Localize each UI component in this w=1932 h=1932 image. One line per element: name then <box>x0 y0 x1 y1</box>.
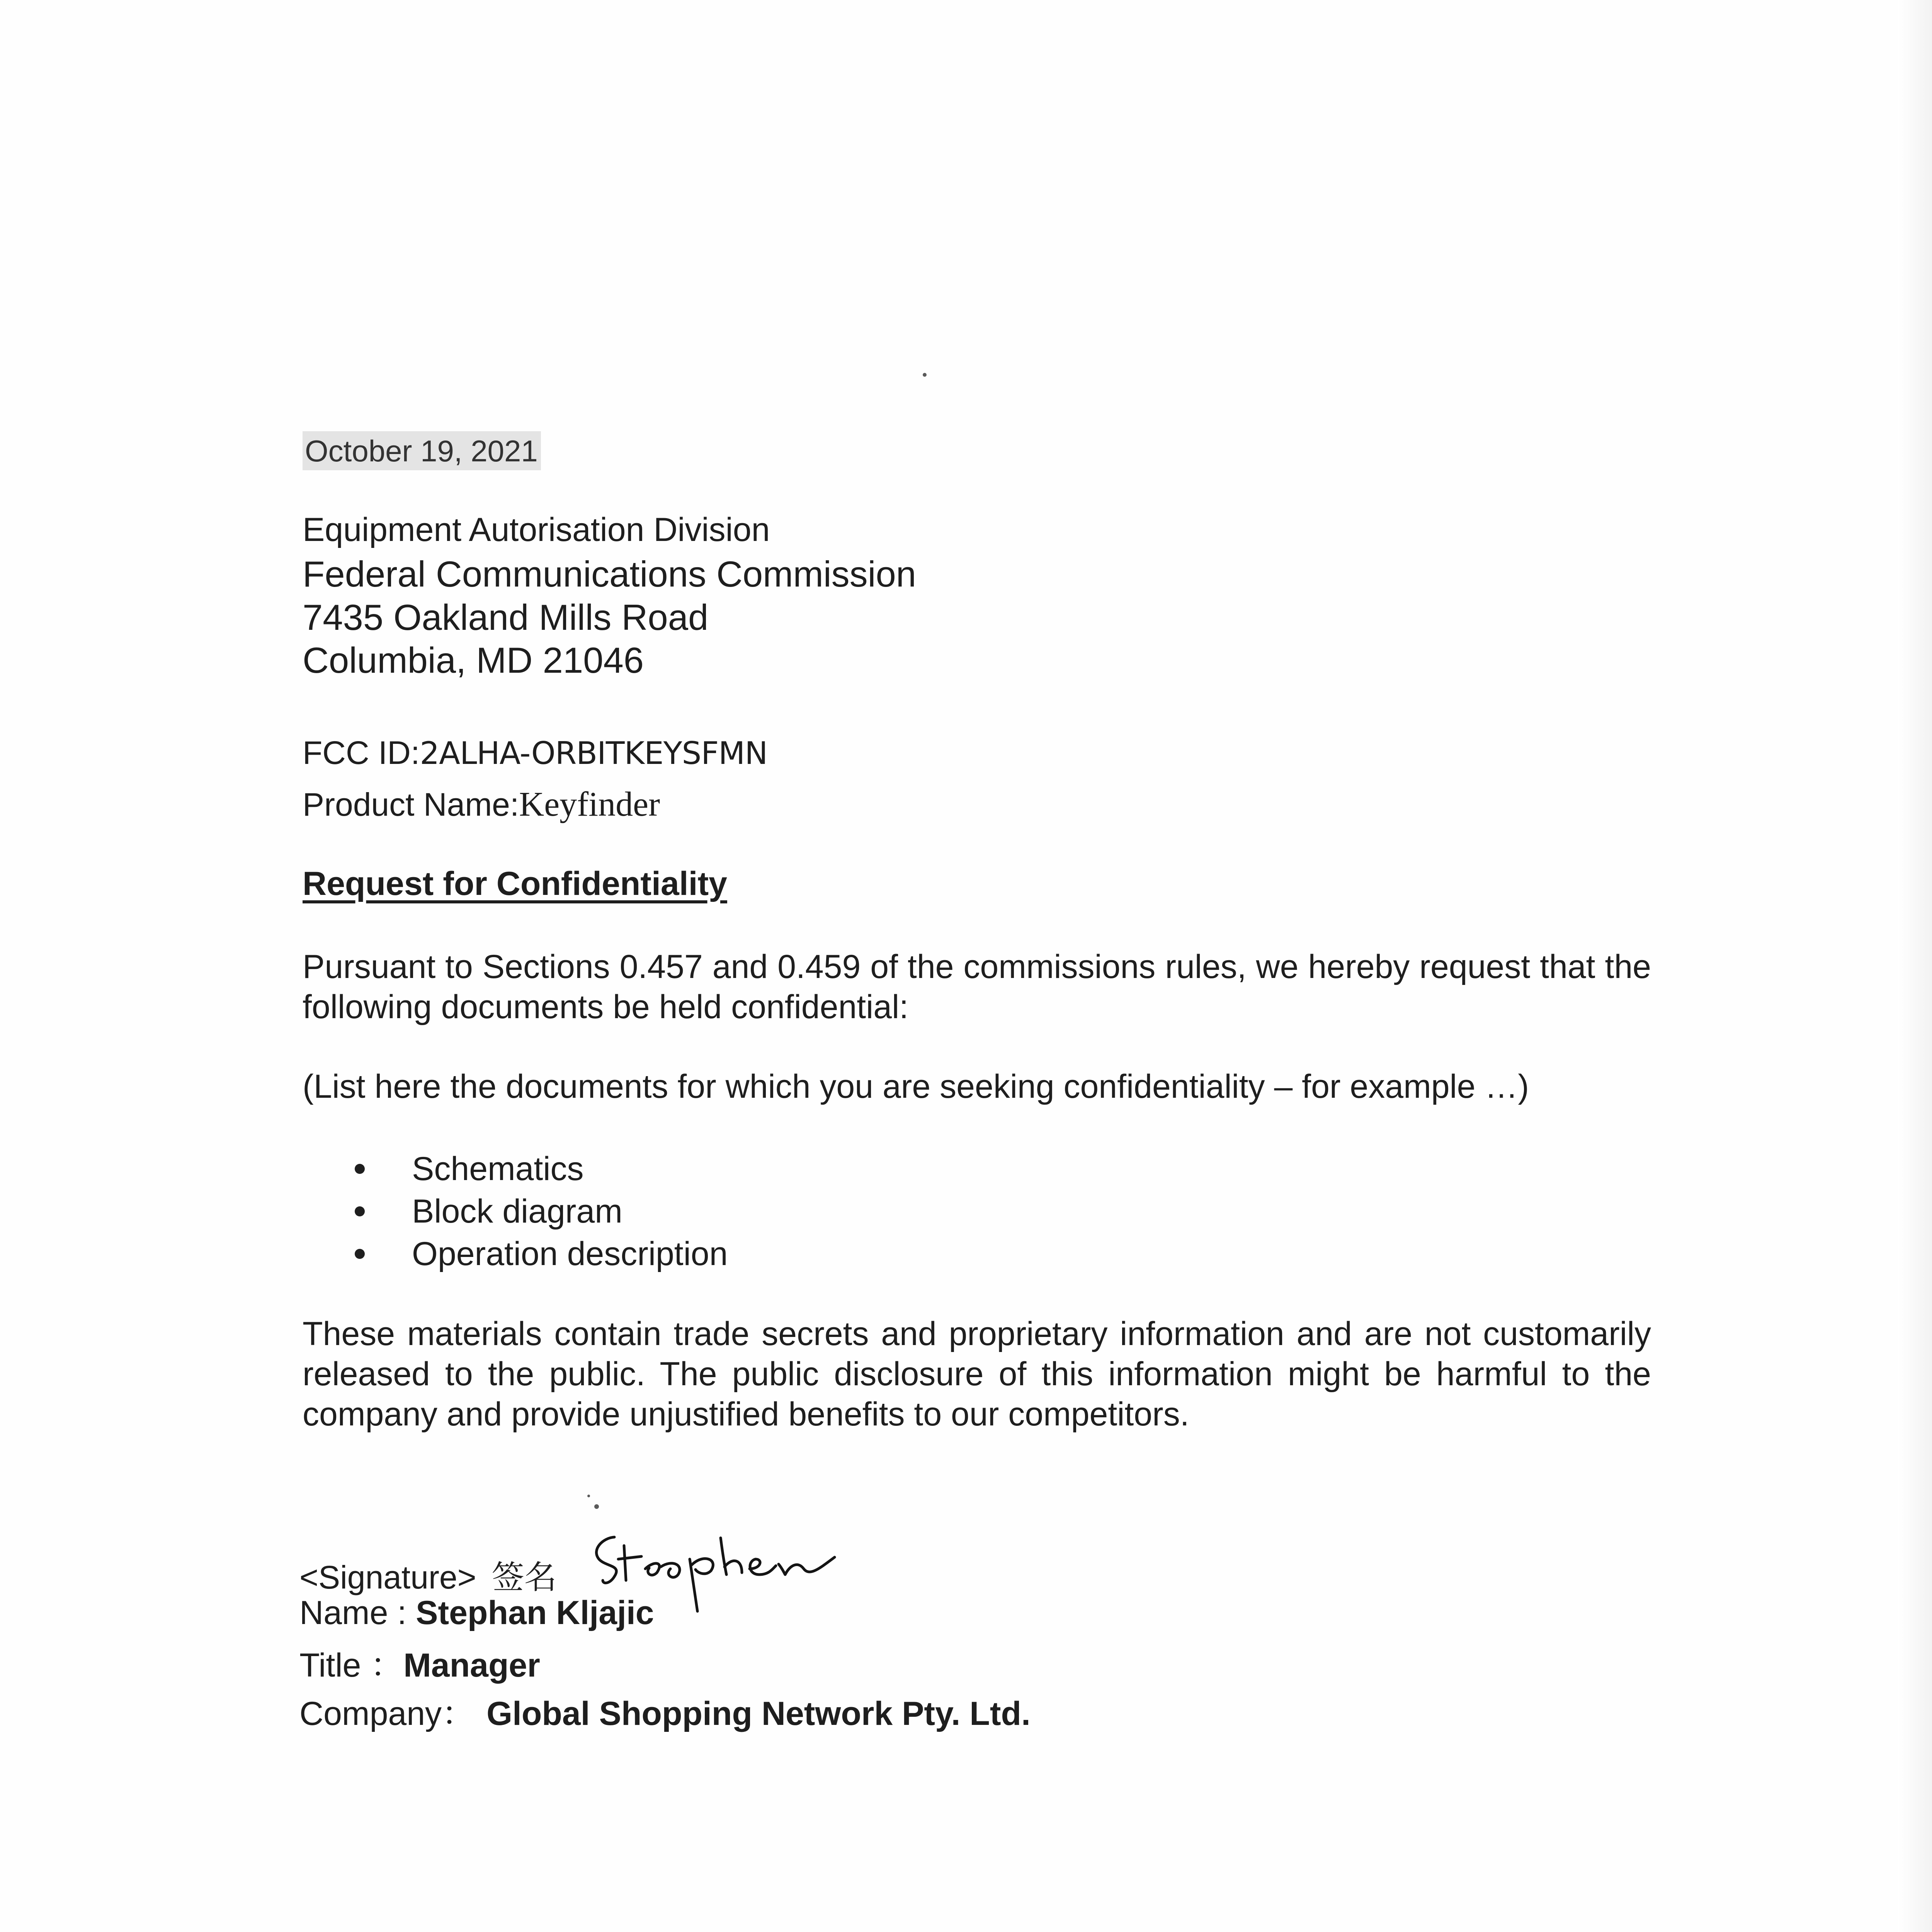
letter-heading: Request for Confidentiality <box>303 865 727 902</box>
company-line <box>299 1687 1031 1735</box>
instruction-paragraph: (List here the documents for which you are seeking confidentiality – for example …) <box>303 1068 1529 1105</box>
document-item-label: Operation description <box>412 1235 728 1272</box>
signature-label: <Signature> <box>299 1559 476 1595</box>
fcc-id-label: FCC ID: <box>303 735 420 771</box>
bullet-icon <box>355 1206 365 1216</box>
company-label: Company： <box>299 1695 475 1732</box>
signer-title-line <box>299 1638 540 1686</box>
document-item-label: Block diagram <box>412 1193 622 1230</box>
scan-speck <box>594 1504 599 1509</box>
signer-name-line <box>299 1594 654 1632</box>
scan-speck <box>587 1495 590 1497</box>
product-name-line <box>303 784 660 824</box>
scan-speck <box>923 373 927 377</box>
bullet-icon <box>355 1164 365 1174</box>
fcc-id-value: 2ALHA-ORBITKEYSFMN <box>420 735 768 771</box>
bullet-icon <box>355 1249 365 1259</box>
product-name-value: Keyfinder <box>519 785 660 823</box>
company-name: Global Shopping Network Pty. Ltd. <box>486 1695 1031 1732</box>
product-name-label: Product Name: <box>303 786 519 823</box>
signer-title: Manager <box>403 1647 540 1684</box>
request-paragraph: Pursuant to Sections 0.457 and 0.459 of the commissions rules, we hereby request that the following documents be held confidential: <box>303 948 1651 1026</box>
signature-line <box>299 1551 557 1598</box>
name-label: Name : <box>299 1594 416 1631</box>
justification-paragraph: These materials contain trade secrets and proprietary information and are not customarily released to the public. The public disclosure of this information might be harmful to the company and provide unjustified benefits to our competitors. <box>303 1315 1651 1433</box>
signer-name: Stephan Kljajic <box>416 1594 654 1631</box>
title-label: Title ： <box>299 1647 404 1684</box>
scan-edge-shadow <box>1898 0 1932 1932</box>
recipient-street: 7435 Oakland Mills Road <box>303 597 709 638</box>
letter-date: October 19, 2021 <box>303 431 541 470</box>
document-item-label: Schematics <box>412 1150 584 1187</box>
recipient-city: Columbia, MD 21046 <box>303 640 644 680</box>
recipient-division: Equipment Autorisation Division <box>303 511 770 548</box>
fcc-id-line <box>303 734 767 772</box>
signature-label-cjk: 签名 <box>492 1558 557 1596</box>
recipient-organization: Federal Communications Commission <box>303 554 917 594</box>
